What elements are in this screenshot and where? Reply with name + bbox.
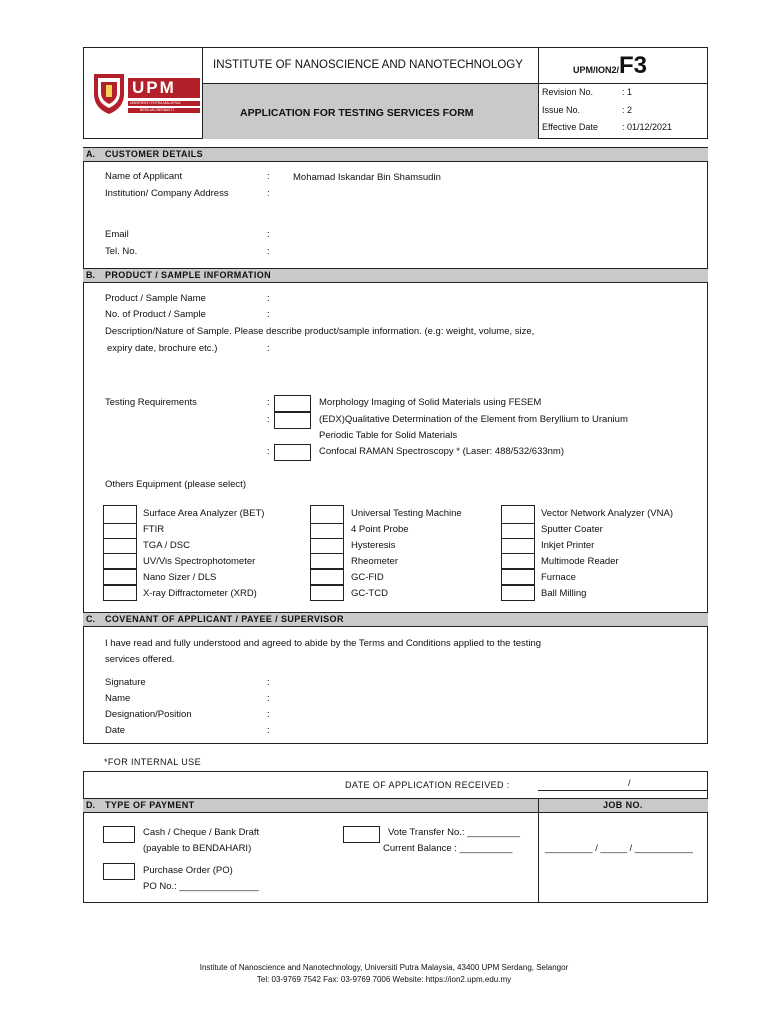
colon: : [267, 414, 270, 425]
colon: : [267, 397, 270, 408]
form-code-prefix: UPM/ION2/ [573, 65, 620, 75]
checkbox-equipment[interactable] [310, 523, 344, 539]
equipment-label: Inkjet Printer [541, 540, 595, 551]
form-code-number: F3 [619, 52, 648, 79]
address-label: Institution/ Company Address [105, 188, 229, 199]
colon: : [267, 188, 270, 199]
email-field[interactable] [280, 227, 700, 241]
checkbox-equipment[interactable] [501, 538, 535, 554]
issue-value: : 2 [622, 105, 633, 115]
colon: : [267, 343, 270, 354]
logo-subtext: UNIVERSITI PUTRA MALAYSIA [130, 101, 181, 105]
institute-name: INSTITUTE OF NANOSCIENCE AND NANOTECHNOLOGY [213, 59, 523, 71]
footer-contact: Tel: 03-9769 7542 Fax: 03-9769 7006 Website: https://ion2.upm.edu.my [256, 975, 512, 984]
others-equipment-label: Others Equipment (please select) [105, 479, 246, 490]
equipment-label: Rheometer [351, 556, 398, 567]
effective-date-label: Effective Date [542, 122, 598, 132]
colon: : [267, 309, 270, 320]
checkbox-equipment[interactable] [310, 553, 344, 569]
form-code [573, 52, 647, 80]
section-a-code: A. [86, 149, 95, 159]
vote-transfer-label: Vote Transfer No.: __________ [388, 827, 521, 838]
equipment-label: Furnace [541, 572, 576, 583]
colon: : [267, 725, 270, 736]
equipment-label: FTIR [143, 524, 165, 535]
checkbox-purchase-order[interactable] [103, 863, 135, 880]
section-c-title: COVENANT OF APPLICANT / PAYEE / SUPERVISOR [105, 614, 344, 624]
section-c-code: C. [86, 614, 95, 624]
logo-motto: BERILMU BERBAKTI [140, 108, 174, 112]
equipment-label: X-ray Diffractometer (XRD) [143, 588, 257, 599]
colon: : [267, 446, 270, 457]
checkbox-equipment[interactable] [103, 505, 137, 524]
tel-label: Tel. No. [105, 246, 138, 257]
date-received-underline[interactable] [538, 790, 708, 791]
job-no-label: JOB NO. [603, 800, 643, 810]
form-title: APPLICATION FOR TESTING SERVICES FORM [240, 107, 474, 119]
checkbox-fesem[interactable] [274, 395, 311, 412]
testing-option-raman: Confocal RAMAN Spectroscopy * (Laser: 488/532/633nm) [319, 446, 565, 457]
current-balance-label: Current Balance : __________ [383, 843, 513, 854]
colon: : [267, 246, 270, 257]
checkbox-equipment[interactable] [103, 553, 137, 569]
upm-logo [90, 68, 200, 114]
date-received-slash: / [628, 778, 631, 788]
section-d-header [83, 798, 708, 813]
job-no-divider [538, 798, 539, 903]
checkbox-raman[interactable] [274, 444, 311, 461]
checkbox-equipment[interactable] [103, 538, 137, 554]
issue-label: Issue No. [542, 105, 581, 115]
checkbox-equipment[interactable] [310, 585, 344, 601]
section-c-header [83, 612, 708, 627]
product-name-label: Product / Sample Name [105, 293, 206, 304]
covenant-date-label: Date [105, 725, 126, 736]
section-b-header [83, 268, 708, 283]
checkbox-equipment[interactable] [310, 569, 344, 585]
section-a-header [83, 147, 708, 162]
signature-label: Signature [105, 677, 146, 688]
checkbox-equipment[interactable] [501, 553, 535, 569]
po-number-label: PO No.: _______________ [143, 881, 259, 892]
checkbox-equipment[interactable] [310, 505, 344, 524]
equipment-label: GC-TCD [351, 588, 388, 599]
date-received-label: DATE OF APPLICATION RECEIVED : [345, 780, 510, 790]
colon: : [267, 229, 270, 240]
checkbox-equipment[interactable] [103, 585, 137, 601]
equipment-label: Surface Area Analyzer (BET) [143, 508, 265, 519]
equipment-label: Sputter Coater [541, 524, 603, 535]
covenant-text-line2: services offered. [105, 654, 175, 665]
logo-text: UPM [132, 78, 176, 97]
section-b-title: PRODUCT / SAMPLE INFORMATION [105, 270, 272, 280]
colon: : [267, 677, 270, 688]
equipment-label: UV/Vis Spectrophotometer [143, 556, 256, 567]
revision-value: : 1 [622, 87, 633, 97]
checkbox-cash[interactable] [103, 826, 135, 843]
equipment-label: TGA / DSC [143, 540, 190, 551]
applicant-name-label: Name of Applicant [105, 171, 183, 182]
cash-label-line2: (payable to BENDAHARI) [143, 843, 252, 854]
designation-label: Designation/Position [105, 709, 192, 720]
checkbox-equipment[interactable] [501, 523, 535, 539]
section-d-title: TYPE OF PAYMENT [105, 800, 195, 810]
colon: : [267, 293, 270, 304]
checkbox-equipment[interactable] [310, 538, 344, 554]
colon: : [267, 693, 270, 704]
section-d-code: D. [86, 800, 95, 810]
checkbox-equipment[interactable] [501, 585, 535, 601]
checkbox-vote-transfer[interactable] [343, 826, 380, 843]
internal-use-heading: *FOR INTERNAL USE [104, 757, 201, 767]
colon: : [267, 171, 270, 182]
job-no-field[interactable]: _________ / _____ / ___________ [545, 843, 693, 854]
header-divider-mid [538, 83, 708, 84]
revision-label: Revision No. [542, 87, 594, 97]
checkbox-equipment[interactable] [501, 569, 535, 585]
cash-label-line1: Cash / Cheque / Bank Draft [143, 827, 260, 838]
checkbox-equipment[interactable] [103, 523, 137, 539]
address-field[interactable] [280, 186, 700, 222]
testing-requirements-label: Testing Requirements [105, 397, 197, 408]
email-label: Email [105, 229, 129, 240]
purchase-order-label: Purchase Order (PO) [143, 865, 233, 876]
equipment-label: GC-FID [351, 572, 384, 583]
description-label-line1: Description/Nature of Sample. Please describe product/sample information. (e.g: weight, volume, size, [105, 326, 535, 337]
tel-field[interactable] [280, 244, 700, 258]
applicant-name-value[interactable]: Mohamad Iskandar Bin Shamsudin [293, 172, 441, 183]
footer-address: Institute of Nanoscience and Nanotechnology, Universiti Putra Malaysia, 43400 UPM Serdang, Selangor [199, 963, 569, 972]
description-label-line2: expiry date, brochure etc.) [107, 343, 218, 354]
covenant-text-line1: I have read and fully understood and agreed to abide by the Terms and Conditions applied to the testing [105, 638, 542, 649]
testing-option-edx-cont: Periodic Table for Solid Materials [319, 430, 458, 441]
equipment-label: Hysteresis [351, 540, 396, 551]
testing-option-fesem: Morphology Imaging of Solid Materials using FESEM [319, 397, 542, 408]
equipment-label: Universal Testing Machine [351, 508, 462, 519]
equipment-label: Vector Network Analyzer (VNA) [541, 508, 673, 519]
header-divider-right [538, 47, 539, 139]
covenant-name-label: Name [105, 693, 131, 704]
checkbox-edx[interactable] [274, 412, 311, 429]
equipment-label: 4 Point Probe [351, 524, 409, 535]
checkbox-equipment[interactable] [103, 569, 137, 585]
section-a-title: CUSTOMER DETAILS [105, 149, 204, 159]
checkbox-equipment[interactable] [501, 505, 535, 524]
no-product-label: No. of Product / Sample [105, 309, 206, 320]
equipment-label: Nano Sizer / DLS [143, 572, 217, 583]
colon: : [267, 709, 270, 720]
section-b-code: B. [86, 270, 95, 280]
effective-date-value: : 01/12/2021 [622, 122, 673, 132]
equipment-label: Ball Milling [541, 588, 587, 599]
testing-option-edx: (EDX)Qualitative Determination of the Element from Beryllium to Uranium [319, 414, 628, 425]
equipment-label: Multimode Reader [541, 556, 619, 567]
